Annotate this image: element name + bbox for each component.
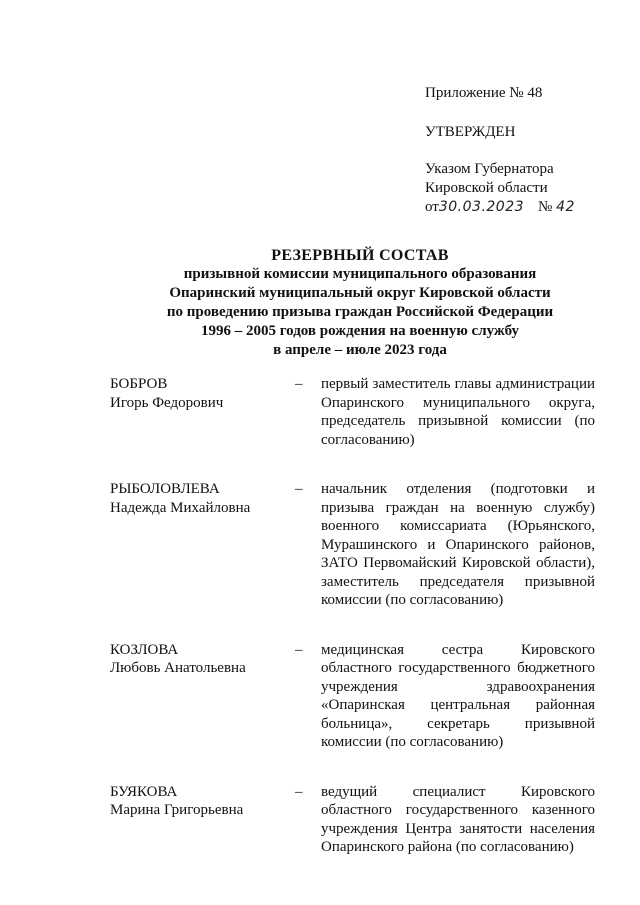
member-dash: – xyxy=(295,783,303,800)
title-line-3: по проведению призыва граждан Российской Федерации xyxy=(166,304,554,320)
decree-line-1: Указом Губернатора xyxy=(425,161,554,177)
handwritten-date: 30.03.2023 xyxy=(438,199,525,215)
approved-stamp-text: УТВЕРЖДЕН xyxy=(425,124,516,140)
title-line-5: в апреле – июле 2023 года xyxy=(273,342,447,358)
member-role: медицинская сестра Кировского областного государственного бюджетного учреждения здравоохранения «Опаринская центральная районная больница», секретарь призывной комиссии (по согласованию) xyxy=(321,641,595,750)
decree-reference xyxy=(425,160,625,217)
member-entry xyxy=(110,480,595,610)
title-main: РЕЗЕРВНЫЙ СОСТАВ xyxy=(271,247,449,264)
title-line-2: Опаринский муниципальный округ Кировской области xyxy=(169,285,551,301)
member-entry xyxy=(110,783,595,857)
decree-date-line xyxy=(425,198,625,217)
from-label: от xyxy=(425,199,439,215)
member-role: начальник отделения (подготовки и призыва граждан на военную службу) военного комиссариата (Юрьянского, Мурашинского и Опаринского районов, ЗАТО Первомайский Кировской области), заместитель председателя призывной комиссии (по согласованию) xyxy=(321,481,595,608)
member-dash: – xyxy=(295,376,303,392)
number-label: № xyxy=(538,199,553,215)
member-dash: – xyxy=(295,641,303,658)
member-surname: РЫБОЛОВЛЕВА xyxy=(110,481,220,497)
member-surname: БОБРОВ xyxy=(110,376,168,392)
member-surname: БУЯКОВА xyxy=(110,783,178,800)
member-role: ведущий специалист Кировского областного государственного казенного учреждения Центра занятости населения Опаринского района (по согласованию) xyxy=(321,783,595,855)
member-given-name: Любовь Анатольевна xyxy=(110,660,246,676)
member-given-name: Марина Григорьевна xyxy=(110,802,244,818)
handwritten-number: 42 xyxy=(556,199,575,215)
member-name xyxy=(110,480,295,610)
member-name xyxy=(110,375,295,449)
member-given-name: Игорь Федорович xyxy=(110,394,224,411)
member-surname: КОЗЛОВА xyxy=(110,641,179,658)
member-dash: – xyxy=(295,481,303,497)
annex-number: Приложение № 48 xyxy=(425,85,543,101)
member-name xyxy=(110,783,295,857)
decree-line-2: Кировской области xyxy=(425,180,548,196)
member-role: первый заместитель главы администрации Опаринского муниципального округа, председатель призывной комиссии (по согласованию) xyxy=(321,376,595,448)
approval-block xyxy=(425,84,625,217)
member-entry xyxy=(110,641,595,752)
member-name xyxy=(110,641,295,752)
title-line-4: 1996 – 2005 годов рождения на военную службу xyxy=(200,323,520,339)
document-title xyxy=(110,246,610,360)
member-given-name: Надежда Михайловна xyxy=(110,499,251,516)
member-list xyxy=(110,375,595,888)
title-line-1: призывной комиссии муниципального образования xyxy=(183,266,537,282)
member-entry xyxy=(110,375,595,449)
